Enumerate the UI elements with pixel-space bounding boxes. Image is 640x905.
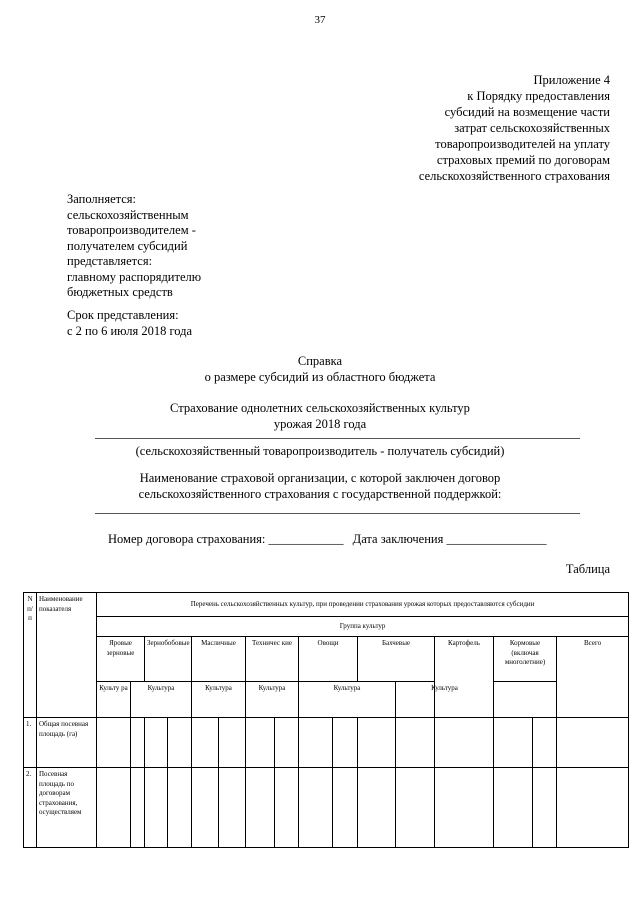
table-row [24, 718, 629, 768]
contract-line [108, 532, 546, 547]
group-header: Картофель [435, 637, 494, 718]
culture-header: Культура [192, 682, 246, 718]
header-group: Группа культур [97, 617, 629, 637]
cell [396, 768, 435, 848]
cell [299, 768, 333, 848]
cell [533, 718, 557, 768]
group-header: Зернобобовые [145, 637, 192, 682]
cell [131, 718, 145, 768]
recipient-line [95, 438, 580, 439]
appendix-line: страховых премий по договорам [436, 153, 610, 167]
cell [246, 718, 275, 768]
group-header: Яровые зерновые [97, 637, 145, 682]
cell [275, 718, 299, 768]
insurer-fill-line [95, 513, 580, 514]
table-row [24, 768, 629, 848]
filled-line: бюджетных средств [67, 285, 173, 299]
contract-number-label: Номер договора страхования: ____________ [108, 532, 344, 546]
cell [557, 718, 629, 768]
cell [333, 718, 358, 768]
culture-header: Культура [299, 682, 396, 718]
group-header: Всего [557, 637, 629, 718]
group-header: Масличные [192, 637, 246, 682]
cell [494, 768, 533, 848]
col-indicator-header: Наименование показателя [37, 593, 97, 718]
cell [396, 718, 435, 768]
cell [219, 768, 246, 848]
page-number: 37 [314, 14, 326, 26]
row-num: 2. [24, 768, 37, 848]
group-header: Техничес кие [246, 637, 299, 682]
appendix-line: Приложение 4 [533, 73, 610, 87]
appendix-line: субсидий на возмещение части [444, 105, 610, 119]
row-name: Посевная площадь по договорам страхования, осуществляем [37, 768, 97, 848]
filled-line: сельскохозяйственным [67, 207, 189, 222]
cell [168, 768, 192, 848]
col-num-header: N п/п [24, 593, 37, 718]
cell [192, 718, 219, 768]
cell [168, 718, 192, 768]
appendix-line: к Порядку предоставления [467, 89, 610, 103]
cell [299, 718, 333, 768]
appendix-block [419, 72, 610, 184]
cell [533, 768, 557, 848]
deadline-label: Срок представления: [67, 308, 179, 322]
subtitle-line1: Страхование однолетних сельскохозяйственных культур [170, 401, 470, 415]
recipient-caption: (сельскохозяйственный товаропроизводитель - получатель субсидий) [135, 444, 505, 458]
insurer-line2: сельскохозяйственного страхования с государственной поддержкой: [138, 487, 502, 501]
cell [333, 768, 358, 848]
cell [435, 718, 494, 768]
title-line1: Справка [297, 354, 343, 368]
header-list: Перечень сельскохозяйственных культур, при проведении страхования урожая которых предоставляются субсидии [97, 593, 629, 617]
cell [131, 768, 145, 848]
doc-title [0, 353, 640, 385]
cell [97, 768, 131, 848]
culture-header: Культура [131, 682, 192, 718]
appendix-line: товаропроизводителей на уплату [435, 137, 610, 151]
cell [145, 718, 168, 768]
subtitle-line2: урожая 2018 года [273, 417, 367, 431]
group-header: Овощи [299, 637, 358, 682]
insurer-block [100, 470, 540, 502]
filled-line: Заполняется: [67, 192, 137, 206]
table-label: Таблица [565, 562, 610, 576]
filled-line: представляется: [67, 254, 153, 268]
cell [358, 718, 396, 768]
title-line2: о размере субсидий из областного бюджета [204, 370, 436, 384]
row-name: Общая посевная площадь (га) [37, 718, 97, 768]
cell [435, 768, 494, 848]
filled-line: главному распорядителю [67, 269, 202, 284]
cell [97, 718, 131, 768]
culture-header: Культура [246, 682, 299, 718]
filled-line: товаропроизводителем - [67, 223, 196, 237]
deadline-block [67, 308, 192, 339]
group-header: Кормовые (включая многолетние) [494, 637, 557, 682]
appendix-line: сельскохозяйственного страхования [418, 169, 610, 183]
cell [219, 718, 246, 768]
contract-date-label: Дата заключения ________________ [352, 532, 547, 546]
cell [358, 768, 396, 848]
cell [275, 768, 299, 848]
appendix-line: затрат сельскохозяйственных [454, 121, 610, 135]
subsidy-table [23, 592, 629, 848]
insurer-line1: Наименование страховой организации, с которой заключен договор [139, 471, 501, 485]
cell [145, 768, 168, 848]
doc-subtitle [0, 400, 640, 432]
page-bottom-margin [0, 853, 640, 905]
cell [246, 768, 275, 848]
culture-header: Культу ра [97, 682, 131, 718]
row-num: 1. [24, 718, 37, 768]
deadline-value: с 2 по 6 июля 2018 года [67, 323, 193, 338]
group-header: Бахчевые [358, 637, 435, 682]
cell [192, 768, 219, 848]
filled-by-block [67, 192, 201, 301]
filled-line: получателем субсидий [67, 238, 188, 253]
cell [557, 768, 629, 848]
cell [494, 718, 533, 768]
culture-header: Культура [396, 682, 494, 718]
